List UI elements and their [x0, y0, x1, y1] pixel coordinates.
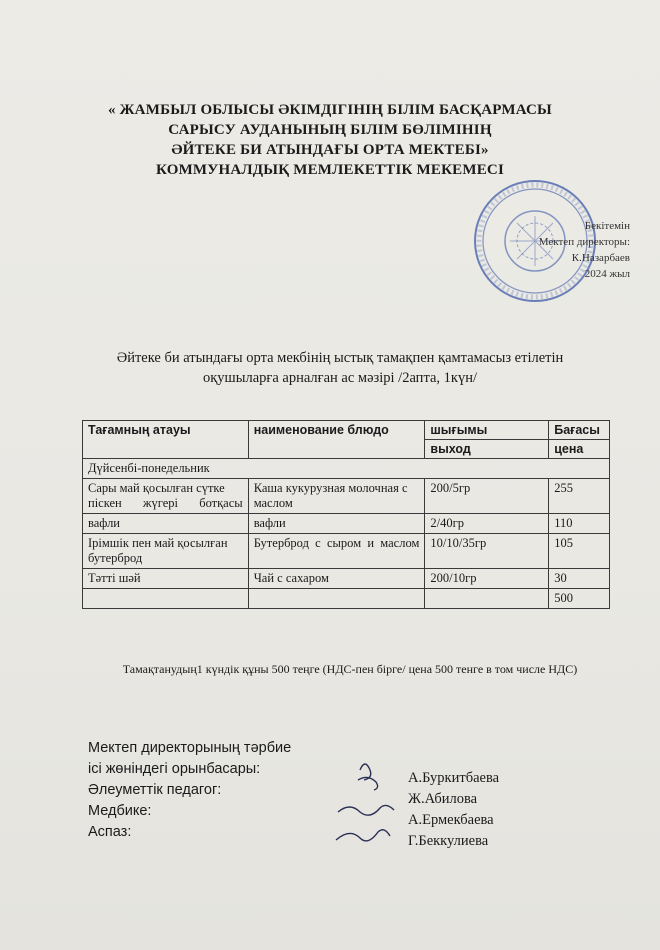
dish-name-kz: Сары май қосылған сүтке піскен жүгері ботқасы [83, 479, 249, 514]
total-empty-1 [83, 589, 249, 609]
dish-name-ru: Чай с сахаром [248, 569, 425, 589]
dish-price: 110 [549, 514, 610, 534]
table-row [83, 479, 610, 514]
name-ermekbaeva: А.Ермекбаева [408, 812, 494, 828]
dish-yield: 200/10гр [425, 569, 549, 589]
header-line-3: ӘЙТЕКЕ БИ АТЫНДАҒЫ ОРТА МЕКТЕБІ» [171, 142, 489, 158]
total-row [83, 589, 610, 609]
name-bekkulieva: Г.Беккулиева [408, 833, 489, 849]
menu-title-line-1: Әйтеке би атындағы орта мекбінің ыстық тамақпен қамтамасыз етілетін [116, 350, 564, 366]
dish-price: 30 [549, 569, 610, 589]
institution-header [0, 100, 660, 180]
total-empty-2 [248, 589, 425, 609]
name-buркitbaeva: А.Буркитбаева [408, 770, 500, 786]
header-name-ru: наименование блюдо [248, 421, 425, 459]
dish-name-kz: вафли [83, 514, 249, 534]
dish-price: 255 [549, 479, 610, 514]
dish-name-ru: Каша кукурузная молочная с маслом [248, 479, 425, 514]
header-yield-ru: выход [425, 440, 549, 459]
approval-line-1: Бекітемін [584, 220, 630, 232]
role-nurse: Медбике: [88, 803, 152, 819]
day-label: Дүйсенбі-понедельник [83, 459, 610, 479]
header-line-1: « ЖАМБЫЛ ОБЛЫСЫ ӘКІМДІГІНІҢ БІЛІМ БАСҚАРМАСЫ [108, 102, 552, 118]
dish-name-ru: вафли [248, 514, 425, 534]
total-price: 500 [549, 589, 610, 609]
approval-line-3: К.Назарбаев [571, 252, 630, 264]
day-row [83, 459, 610, 479]
menu-title-line-2: оқушыларға арналған ас мәзірі /2апта, 1күн/ [203, 370, 477, 386]
header-price-kz: Бағасы [549, 421, 610, 440]
dish-name-kz: Тәтті шәй [83, 569, 249, 589]
role-deputy-director-2: ісі жөніндегі орынбасары: [88, 761, 261, 777]
approval-block [500, 218, 630, 282]
signers-names [408, 768, 608, 852]
role-social-pedagogue: Әлеуметтік педагог: [88, 782, 222, 798]
menu-table [82, 420, 610, 609]
dish-yield: 2/40гр [425, 514, 549, 534]
header-line-2: САРЫСУ АУДАНЫНЫҢ БІЛІМ БӨЛІМІНІҢ [168, 122, 492, 138]
total-empty-3 [425, 589, 549, 609]
dish-yield: 10/10/35гр [425, 534, 549, 569]
dish-yield: 200/5гр [425, 479, 549, 514]
dish-name-ru: Бутерброд с сыром и маслом [248, 534, 425, 569]
approval-line-2: Мектеп директоры: [538, 236, 630, 248]
table-header-row [83, 421, 610, 440]
daily-cost-note: Тамақтанудың1 күндік құны 500 теңге (НДС-пен бірге/ цена 500 тенге в том числе НДС) [122, 662, 578, 676]
header-yield-kz: шығымы [425, 421, 549, 440]
header-line-4: КОММУНАЛДЫҚ МЕМЛЕКЕТТІК МЕКЕМЕСІ [156, 162, 504, 178]
table-row [83, 569, 610, 589]
name-abilova: Ж.Абилова [408, 791, 478, 807]
table-row [83, 514, 610, 534]
role-cook: Аспаз: [88, 824, 132, 840]
table-row [83, 534, 610, 569]
header-name-kz: Тағамның атауы [83, 421, 249, 459]
dish-name-kz: Ірімшік пен май қосылған бутерброд [83, 534, 249, 569]
dish-price: 105 [549, 534, 610, 569]
header-price-ru: цена [549, 440, 610, 459]
menu-title [60, 348, 620, 388]
approval-line-4: 2024 жыл [584, 268, 630, 280]
role-deputy-director-1: Мектеп директорының тәрбие [88, 740, 292, 756]
handwritten-signatures [330, 750, 410, 860]
